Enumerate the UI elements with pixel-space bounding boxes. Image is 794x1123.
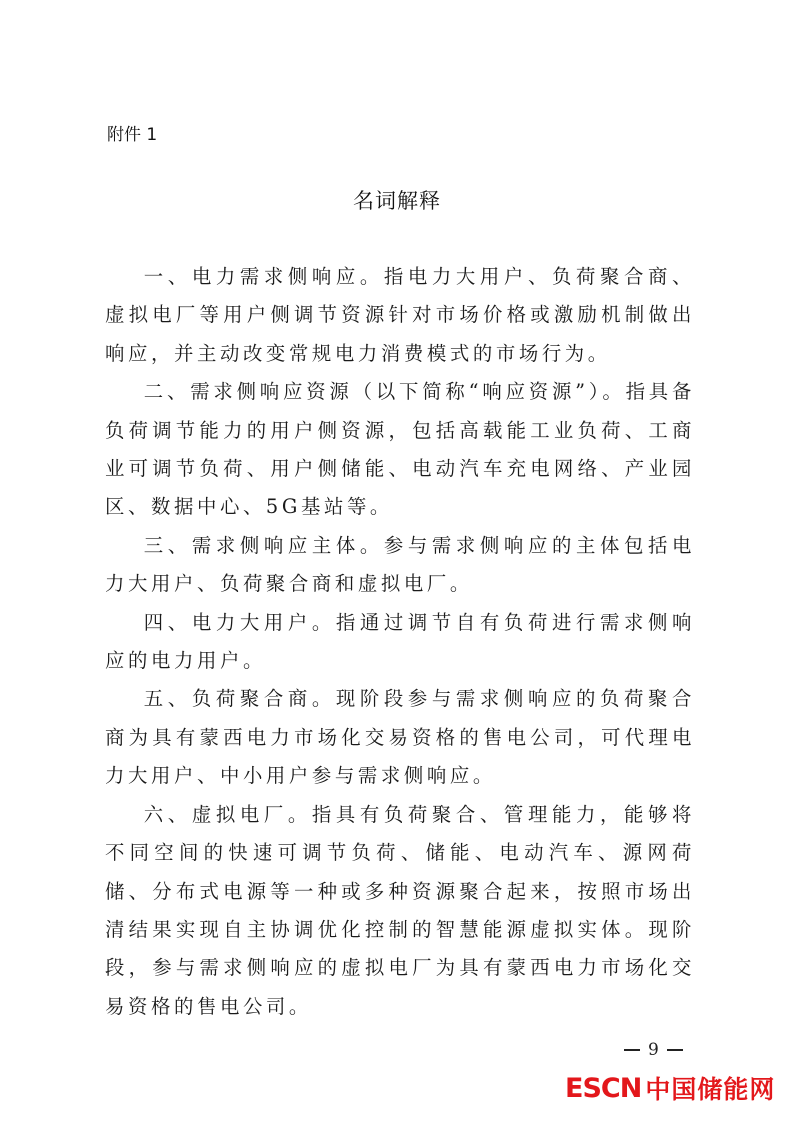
paragraph-definition-1: 一、电力需求侧响应。指电力大用户、负荷聚合商、虚拟电厂等用户侧调节资源针对市场价格或激励机制做出响应，并主动改变常规电力消费模式的市场行为。: [105, 265, 695, 365]
paragraph-definition-2: 二、需求侧响应资源（以下简称“响应资源”）。指具备负荷调节能力的用户侧资源，包括高载能工业负荷、工商业可调节负荷、用户侧储能、电动汽车充电网络、产业园区、数据中心、5G基站等。: [105, 380, 695, 519]
document-title: 名词解释: [353, 189, 441, 213]
logo-text-cn: 中国储能网: [645, 1075, 776, 1104]
page-number: [624, 1040, 683, 1060]
paragraph-definition-5: 五、负荷聚合商。现阶段参与需求侧响应的负荷聚合商为具有蒙西电力市场化交易资格的售电公司，可代理电力大用户、中小用户参与需求侧响应。: [105, 687, 695, 788]
document-body: [105, 258, 695, 1026]
page-number-dash-right: [667, 1049, 683, 1051]
paragraph-definition-6: 六、虚拟电厂。指具有负荷聚合、管理能力，能够将不同空间的快速可调节负荷、储能、电动汽车、源网荷储、分布式电源等一种或多种资源聚合起来，按照市场出清结果实现自主协调优化控制的智慧能源虚拟实体。现阶段，参与需求侧响应的虚拟电厂为具有蒙西电力市场化交易资格的售电公司。: [105, 802, 695, 1018]
escn-logo: [565, 1070, 775, 1106]
logo-text-en: ESCN: [565, 1072, 642, 1104]
page-number-dash-left: [624, 1049, 640, 1051]
attachment-label: 附件 1: [107, 125, 158, 145]
page-number-value: 9: [648, 1040, 659, 1060]
paragraph-definition-3: 三、需求侧响应主体。参与需求侧响应的主体包括电力大用户、负荷聚合商和虚拟电厂。: [105, 533, 695, 596]
paragraph-definition-4: 四、电力大用户。指通过调节自有负荷进行需求侧响应的电力用户。: [105, 610, 695, 673]
